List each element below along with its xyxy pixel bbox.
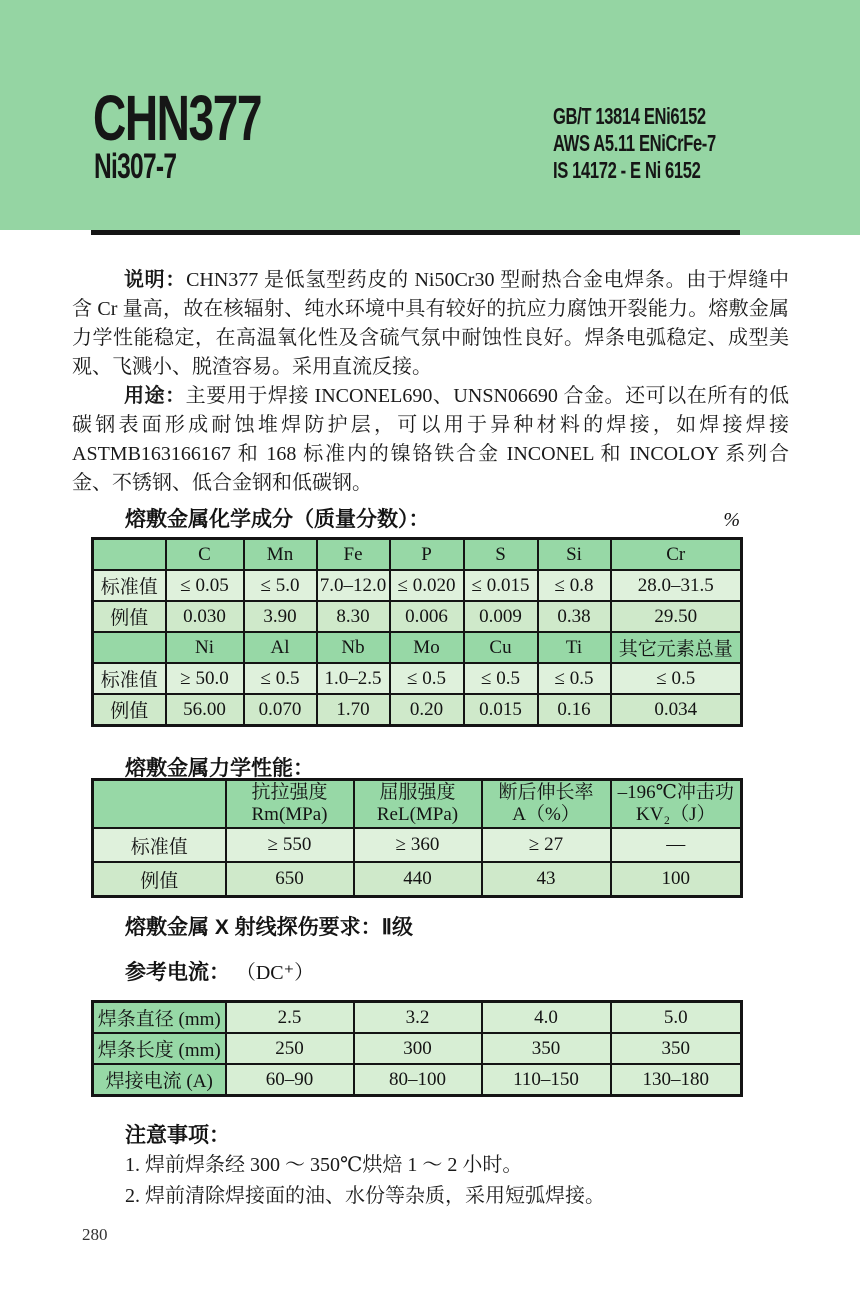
row-label-cell: 标准值 — [93, 663, 166, 694]
row-label-cell: 标准值 — [93, 828, 226, 862]
current-dc-label: （DC⁺） — [235, 962, 315, 984]
chem-standard-cell: ≤ 0.8 — [538, 570, 611, 601]
chem-example-cell: 3.90 — [244, 601, 317, 632]
chemical-unit-label: % — [723, 509, 740, 531]
current-section-heading — [125, 961, 314, 985]
current-length-row — [93, 1033, 742, 1064]
usage-paragraph — [72, 382, 789, 498]
description-label: 说明： — [124, 269, 187, 291]
current-value-cell: 2.5 — [226, 1002, 354, 1034]
chem-element-header-cell: Al — [244, 632, 317, 663]
chem-example-cell: 0.009 — [464, 601, 538, 632]
mech-header-row — [93, 780, 742, 829]
chem-standard-cell: ≤ 0.5 — [538, 663, 611, 694]
chem-example-cell: 0.070 — [244, 694, 317, 726]
chem-example-cell: 8.30 — [317, 601, 390, 632]
description-text: CHN377 是低氢型药皮的 Ni50Cr30 型耐热合金电焊条。由于焊缝中含 Cr 量高，故在核辐射、纯水环境中具有较好的抗应力腐蚀开裂能力。熔敷金属力学性能稳定，在高温氧化性及含硫气氛中耐蚀性良好。焊条电弧稳定、成型美观、飞溅小、脱渣容易。采用直流反接。 — [72, 269, 790, 378]
chem-corner-cell — [93, 539, 166, 571]
current-amperage-row — [93, 1064, 742, 1096]
chem-example-row-2 — [93, 694, 742, 726]
chem-example-cell: 0.030 — [166, 601, 244, 632]
chem-standard-cell: ≤ 0.05 — [166, 570, 244, 601]
chem-element-header-cell: Ni — [166, 632, 244, 663]
current-value-cell: 250 — [226, 1033, 354, 1064]
usage-text: 主要用于焊接 INCONEL690、UNSN06690 合金。还可以在所有的低碳钢表面形成耐蚀堆焊防护层，可以用于异种材料的焊接，如焊接焊接 ASTMB163166167 和 168 标准内的镍铬铁合金 INCONEL 和 INCOLOY 系列合金、不锈钢、低合金钢和低碳钢。 — [72, 385, 790, 494]
row-label-cell: 例值 — [93, 862, 226, 897]
current-value-cell: 5.0 — [611, 1002, 742, 1034]
chem-example-cell: 0.034 — [611, 694, 742, 726]
chem-element-header-cell: Cr — [611, 539, 742, 571]
mech-property-header-cell — [482, 780, 611, 829]
header-rule — [91, 230, 740, 235]
chem-element-header-cell: Ti — [538, 632, 611, 663]
intro-text-block — [72, 266, 789, 498]
mech-property-symbol: ReL(MPa) — [376, 804, 459, 825]
chem-header-row-2 — [93, 632, 742, 663]
mechanical-properties-table — [91, 778, 743, 898]
current-value-cell: 350 — [611, 1033, 742, 1064]
chem-example-cell: 56.00 — [166, 694, 244, 726]
chem-standard-row-1 — [93, 570, 742, 601]
chem-element-header-cell: P — [390, 539, 464, 571]
chem-element-header-cell: Mo — [390, 632, 464, 663]
mech-standard-cell: — — [611, 828, 742, 862]
chem-example-cell: 0.015 — [464, 694, 538, 726]
mechanical-section-heading: 熔敷金属力学性能： — [125, 757, 314, 780]
chem-element-header-cell: 其它元素总量 — [611, 632, 742, 663]
current-diameter-row — [93, 1002, 742, 1034]
mech-example-cell: 43 — [482, 862, 611, 897]
current-value-cell: 300 — [354, 1033, 482, 1064]
chem-standard-cell: 1.0–2.5 — [317, 663, 390, 694]
current-row-label-cell: 焊接电流 (A) — [93, 1064, 226, 1096]
chem-standard-cell: ≤ 0.5 — [390, 663, 464, 694]
mech-property-header-cell — [226, 780, 354, 829]
mech-property-name: 屈服强度 — [379, 782, 456, 803]
chem-element-header-cell: Nb — [317, 632, 390, 663]
chem-standard-cell: ≥ 50.0 — [166, 663, 244, 694]
mech-property-name: –196℃冲击功 — [617, 782, 734, 803]
chem-element-header-cell: S — [464, 539, 538, 571]
current-value-cell: 4.0 — [482, 1002, 611, 1034]
chem-example-cell: 0.20 — [390, 694, 464, 726]
header-banner — [0, 0, 860, 230]
mech-standard-cell: ≥ 27 — [482, 828, 611, 862]
notes-list — [125, 1150, 605, 1212]
chem-standard-cell: ≤ 0.5 — [244, 663, 317, 694]
usage-label: 用途： — [124, 385, 186, 407]
chem-element-header-cell: Mn — [244, 539, 317, 571]
mech-property-header-cell — [611, 780, 742, 829]
standards-block — [553, 103, 716, 184]
chem-corner-cell — [93, 632, 166, 663]
chem-example-cell: 0.16 — [538, 694, 611, 726]
mech-example-row — [93, 862, 742, 897]
current-value-cell: 60–90 — [226, 1064, 354, 1096]
mech-property-symbol: Rm(MPa) — [251, 804, 328, 825]
mech-standard-cell: ≥ 360 — [354, 828, 482, 862]
chem-standard-row-2 — [93, 663, 742, 694]
chemical-heading-text: 熔敷金属化学成分（质量分数）： — [125, 508, 430, 531]
mech-property-header-cell — [354, 780, 482, 829]
standard-line-is: IS 14172 - E Ni 6152 — [553, 157, 701, 183]
chemical-composition-table — [91, 537, 743, 727]
mech-property-symbol: A（%） — [512, 804, 580, 825]
current-value-cell: 80–100 — [354, 1064, 482, 1096]
mech-property-name: 抗拉强度 — [251, 782, 328, 803]
current-value-cell: 110–150 — [482, 1064, 611, 1096]
header-rule-green-end — [740, 230, 860, 235]
mech-example-cell: 650 — [226, 862, 354, 897]
chem-standard-cell: ≤ 5.0 — [244, 570, 317, 601]
description-paragraph — [72, 266, 789, 382]
standard-line-aws: AWS A5.11 ENiCrFe-7 — [553, 130, 716, 156]
current-value-cell: 350 — [482, 1033, 611, 1064]
reference-current-table — [91, 1000, 743, 1097]
chemical-section-heading — [125, 508, 740, 532]
current-heading-text: 参考电流： — [125, 961, 230, 984]
product-model-subtitle: Ni307-7 — [94, 147, 177, 186]
chem-standard-cell: ≤ 0.5 — [611, 663, 742, 694]
page-number: 280 — [82, 1225, 108, 1244]
chem-example-cell: 1.70 — [317, 694, 390, 726]
mech-standard-cell: ≥ 550 — [226, 828, 354, 862]
current-row-label-cell: 焊条长度 (mm) — [93, 1033, 226, 1064]
mech-property-symbol: KV₂（J） — [636, 804, 716, 825]
current-value-cell: 3.2 — [354, 1002, 482, 1034]
current-row-label-cell: 焊条直径 (mm) — [93, 1002, 226, 1034]
chem-standard-cell: ≤ 0.015 — [464, 570, 538, 601]
chem-element-header-cell: C — [166, 539, 244, 571]
xray-requirement-text: 熔敷金属 X 射线探伤要求：Ⅱ级 — [125, 916, 414, 939]
chem-standard-cell: ≤ 0.020 — [390, 570, 464, 601]
note-item: 1. 焊前焊条经 300 ～ 350℃烘焙 1 ～ 2 小时。 — [125, 1154, 523, 1176]
chem-header-row-1 — [93, 539, 742, 571]
row-label-cell: 标准值 — [93, 570, 166, 601]
mech-example-cell: 100 — [611, 862, 742, 897]
chem-example-cell: 29.50 — [611, 601, 742, 632]
chem-example-row-1 — [93, 601, 742, 632]
product-code-title: CHN377 — [93, 82, 262, 154]
chem-element-header-cell: Fe — [317, 539, 390, 571]
mech-standard-row — [93, 828, 742, 862]
chem-standard-cell: 28.0–31.5 — [611, 570, 742, 601]
row-label-cell: 例值 — [93, 694, 166, 726]
standard-line-gbt: GB/T 13814 ENi6152 — [553, 103, 706, 129]
mech-property-name: 断后伸长率 — [498, 782, 594, 803]
chem-standard-cell: 7.0–12.0 — [317, 570, 390, 601]
current-value-cell: 130–180 — [611, 1064, 742, 1096]
chem-element-header-cell: Si — [538, 539, 611, 571]
row-label-cell: 例值 — [93, 601, 166, 632]
notes-heading: 注意事项： — [125, 1124, 230, 1147]
chem-example-cell: 0.006 — [390, 601, 464, 632]
chem-element-header-cell: Cu — [464, 632, 538, 663]
note-item: 2. 焊前清除焊接面的油、水份等杂质，采用短弧焊接。 — [125, 1185, 605, 1207]
mech-corner-cell — [93, 780, 226, 829]
chem-example-cell: 0.38 — [538, 601, 611, 632]
chem-standard-cell: ≤ 0.5 — [464, 663, 538, 694]
mech-example-cell: 440 — [354, 862, 482, 897]
